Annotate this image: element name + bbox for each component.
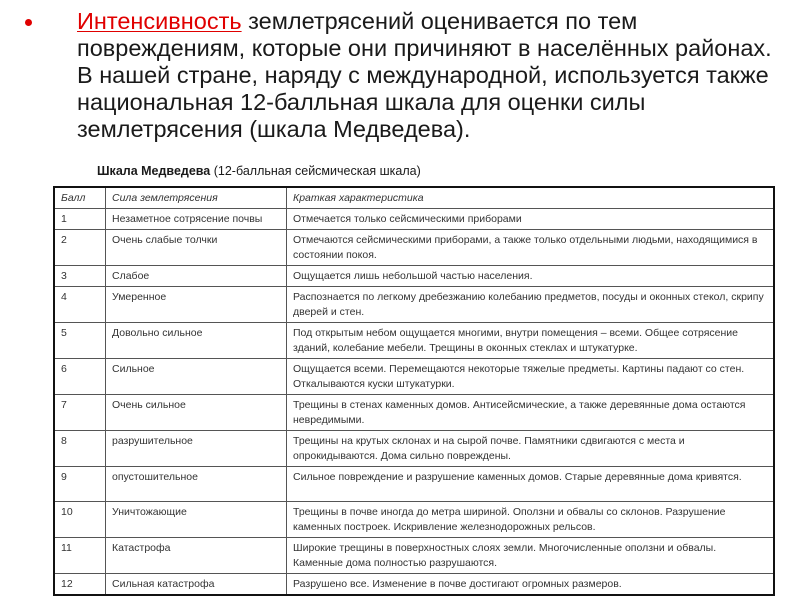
cell-description: Трещины в стенах каменных домов. Антисейсмические, а также деревянные дома остаются невредимыми.: [287, 395, 775, 431]
cell-strength: опустошительное: [106, 467, 287, 502]
intro-text: [77, 8, 777, 143]
table-header-row: [54, 187, 774, 209]
table-row: [54, 230, 774, 266]
cell-strength: Сильное: [106, 359, 287, 395]
table-row: [54, 431, 774, 467]
caption-title: Шкала Медведева: [97, 164, 211, 178]
cell-score: 4: [54, 287, 106, 323]
cell-score: 6: [54, 359, 106, 395]
cell-strength: Незаметное сотрясение почвы: [106, 209, 287, 230]
header-description: Краткая характеристика: [287, 187, 775, 209]
cell-strength: Очень сильное: [106, 395, 287, 431]
table-row: [54, 467, 774, 502]
table-row: [54, 323, 774, 359]
medvedev-scale-table: [53, 186, 775, 596]
table-row: [54, 502, 774, 538]
cell-description: Разрушено все. Изменение в почве достигают огромных размеров.: [287, 574, 775, 596]
table-row: [54, 266, 774, 287]
cell-score: 10: [54, 502, 106, 538]
term-link[interactable]: Интенсивность: [77, 8, 242, 34]
cell-strength: Слабое: [106, 266, 287, 287]
table-row: [54, 359, 774, 395]
cell-strength: Уничтожающие: [106, 502, 287, 538]
cell-strength: Очень слабые толчки: [106, 230, 287, 266]
header-strength: Сила землетрясения: [106, 187, 287, 209]
cell-score: 7: [54, 395, 106, 431]
table-row: [54, 538, 774, 574]
cell-strength: Катастрофа: [106, 538, 287, 574]
cell-strength: Умеренное: [106, 287, 287, 323]
cell-score: 11: [54, 538, 106, 574]
cell-strength: Довольно сильное: [106, 323, 287, 359]
cell-description: Широкие трещины в поверхностных слоях земли. Многочисленные оползни и обвалы. Каменные дома полностью разрушаются.: [287, 538, 775, 574]
cell-description: Распознается по легкому дребезжанию колебанию предметов, посуды и оконных стекол, скрипу дверей и стен.: [287, 287, 775, 323]
cell-description: Трещины на крутых склонах и на сырой почве. Памятники сдвигаются с места и опрокидываются. Дома сильно повреждены.: [287, 431, 775, 467]
cell-score: 8: [54, 431, 106, 467]
intro-body: землетрясений оценивается по тем повреждениям, которые они причиняют в населённых районах. В нашей стране, наряду с международной, используется также национальная 12-балльная шкала для оценки силы землетрясения (шкала Медведева).: [77, 8, 772, 142]
cell-strength: разрушительное: [106, 431, 287, 467]
cell-description: Отмечаются сейсмическими приборами, а также только отдельными людьми, находящимися в состоянии покоя.: [287, 230, 775, 266]
table-row: [54, 574, 774, 596]
header-score: Балл: [54, 187, 106, 209]
cell-score: 5: [54, 323, 106, 359]
cell-description: Трещины в почве иногда до метра шириной. Оползни и обвалы со склонов. Разрушение каменных построек. Искривление железнодорожных рельсов.: [287, 502, 775, 538]
cell-description: Под открытым небом ощущается многими, внутри помещения – всеми. Общее сотрясение зданий, колебание мебели. Трещины в оконных стеклах и штукатурке.: [287, 323, 775, 359]
table-caption: [97, 164, 421, 178]
cell-description: Сильное повреждение и разрушение каменных домов. Старые деревянные дома кривятся.: [287, 467, 775, 502]
cell-description: Отмечается только сейсмическими приборами: [287, 209, 775, 230]
cell-score: 2: [54, 230, 106, 266]
cell-strength: Сильная катастрофа: [106, 574, 287, 596]
cell-description: Ощущается лишь небольшой частью населения.: [287, 266, 775, 287]
cell-score: 3: [54, 266, 106, 287]
cell-score: 1: [54, 209, 106, 230]
caption-subtitle: (12-балльная сейсмическая шкала): [210, 164, 421, 178]
table-row: [54, 395, 774, 431]
table-row: [54, 287, 774, 323]
bullet-icon: [25, 19, 32, 26]
cell-description: Ощущается всеми. Перемещаются некоторые тяжелые предметы. Картины падают со стен. Откалываются куски штукатурки.: [287, 359, 775, 395]
cell-score: 12: [54, 574, 106, 596]
table-row: [54, 209, 774, 230]
cell-score: 9: [54, 467, 106, 502]
